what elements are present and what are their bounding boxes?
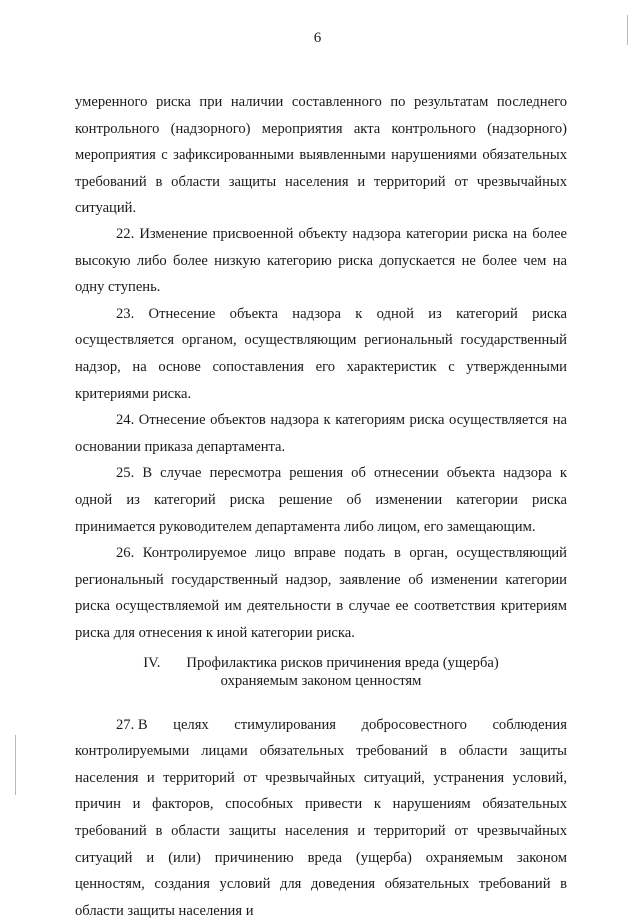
section-number: IV. — [143, 655, 161, 672]
paragraph-27 — [75, 712, 567, 924]
paragraph-27-first-line — [75, 712, 567, 739]
paragraph-26: 26. Контролируемое лицо вправе подать в орган, осуществляющий региональный государственный надзор, заявление об изменении категории риска осуществляемой им деятельности в случае ее соответствия критериям риска для отнесения к иной категории риска. — [75, 545, 567, 641]
page-number: 6 — [313, 30, 322, 46]
section-title-line2: охраняемым законом ценностям — [220, 673, 422, 690]
word: соблюдения — [492, 716, 567, 733]
word: целях — [173, 716, 209, 733]
scan-mark — [627, 15, 628, 45]
word: стимулирования — [234, 716, 336, 733]
document-body — [75, 89, 567, 924]
paragraph-25: 25. В случае пересмотра решения об отнесении объекта надзора к одной из категорий риска решение об изменении категории риска принимается руководителем департамента либо лицом, его замещающим. — [75, 465, 567, 535]
section-title-line1: Профилактика рисков причинения вреда (ущерба) — [186, 655, 499, 672]
word: 27. В — [116, 716, 148, 733]
word: добросовестного — [361, 716, 467, 733]
paragraph-22: 22. Изменение присвоенной объекту надзора категории риска на более высокую либо более низкую категорию риска допускается не более чем на одну ступень. — [75, 225, 567, 296]
scan-mark — [15, 735, 16, 795]
paragraph-continued: умеренного риска при наличии составленного по результатам последнего контрольного (надзорного) мероприятия акта контрольного (надзорного) мероприятия с зафиксированными выявленными нарушениями обязательных требований в области защиты населения и территорий от чрезвычайных ситуаций. — [75, 94, 567, 217]
section-heading — [75, 655, 567, 690]
paragraph-24: 24. Отнесение объектов надзора к категориям риска осуществляется на основании приказа департамента. — [75, 412, 567, 455]
section-heading-line1 — [75, 655, 567, 673]
paragraph-23: 23. Отнесение объекта надзора к одной из категорий риска осуществляется органом, осуществляющим региональный государственный надзор, на основе сопоставления его характеристик с утвержденными критериями риска. — [75, 305, 567, 402]
paragraph-27-rest: контролируемыми лицами обязательных требований в области защиты населения и территорий от чрезвычайных ситуаций, устранения условий, причин и факторов, способных привести к нарушениям обязательных требований в области защиты населения и территорий от чрезвычайных ситуаций и (или) причинению вреда (ущерба) охраняемым законом ценностям, создания условий для доведения обязательных требований в области защиты населения и — [75, 743, 567, 919]
